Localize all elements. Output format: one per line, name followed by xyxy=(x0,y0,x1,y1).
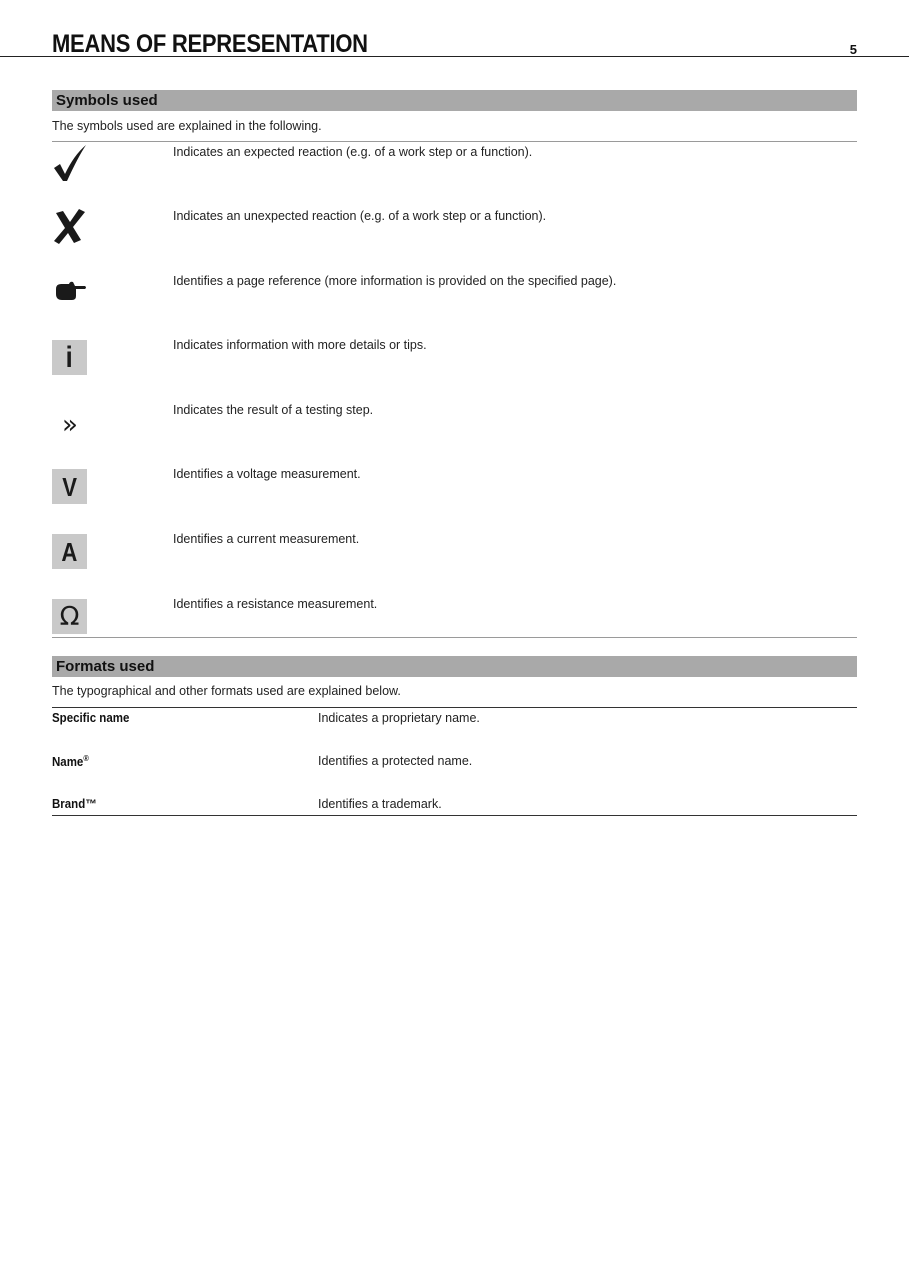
symbols-intro: The symbols used are explained in the following. xyxy=(52,119,322,133)
symbol-row-voltage xyxy=(52,467,857,529)
symbol-description: Identifies a voltage measurement. xyxy=(173,467,361,481)
format-term: Name® xyxy=(52,754,89,770)
format-description: Indicates a proprietary name. xyxy=(318,711,480,725)
format-term: Brand™ xyxy=(52,797,97,811)
format-term: Specific name xyxy=(52,711,130,725)
voltage-icon: V xyxy=(52,469,87,504)
symbols-section-heading: Symbols used xyxy=(52,90,857,111)
symbol-description: Indicates an expected reaction (e.g. of a work step or a function). xyxy=(173,145,533,159)
format-description: Identifies a trademark. xyxy=(318,797,442,811)
format-row-specific-name xyxy=(52,711,857,754)
symbol-description: Indicates the result of a testing step. xyxy=(173,403,374,417)
cross-icon xyxy=(52,209,88,245)
symbol-row-test-result xyxy=(52,403,857,465)
checkmark-icon xyxy=(52,145,88,181)
page-title: MEANS OF REPRESENTATION xyxy=(52,30,368,58)
symbol-row-resistance xyxy=(52,597,857,659)
info-icon: i xyxy=(52,340,87,375)
divider xyxy=(52,707,857,708)
symbol-description: Identifies a page reference (more information is provided on the specified page). xyxy=(173,274,617,288)
format-row-trademark xyxy=(52,797,857,840)
pointing-hand-icon xyxy=(52,274,88,310)
divider xyxy=(52,815,857,816)
symbol-row-page-reference xyxy=(52,274,857,336)
double-chevron-icon: » xyxy=(62,410,78,440)
symbol-description: Identifies a resistance measurement. xyxy=(173,597,378,611)
formats-section-heading: Formats used xyxy=(52,656,857,677)
format-description: Identifies a protected name. xyxy=(318,754,473,768)
page-number: 5 xyxy=(849,42,857,57)
symbol-description: Identifies a current measurement. xyxy=(173,532,360,546)
registered-mark: ® xyxy=(83,754,89,763)
page-header xyxy=(0,28,909,57)
resistance-icon: Ω xyxy=(52,599,87,634)
current-icon: A xyxy=(52,534,87,569)
symbol-row-current xyxy=(52,532,857,594)
format-row-protected-name xyxy=(52,754,857,797)
symbol-row-information xyxy=(52,338,857,400)
symbol-row-expected xyxy=(52,145,857,207)
divider xyxy=(52,637,857,638)
formats-intro: The typographical and other formats used are explained below. xyxy=(52,684,401,698)
symbol-description: Indicates an unexpected reaction (e.g. of a work step or a function). xyxy=(173,209,547,223)
divider xyxy=(52,141,857,142)
symbol-description: Indicates information with more details or tips. xyxy=(173,338,427,352)
symbol-row-unexpected xyxy=(52,209,857,271)
